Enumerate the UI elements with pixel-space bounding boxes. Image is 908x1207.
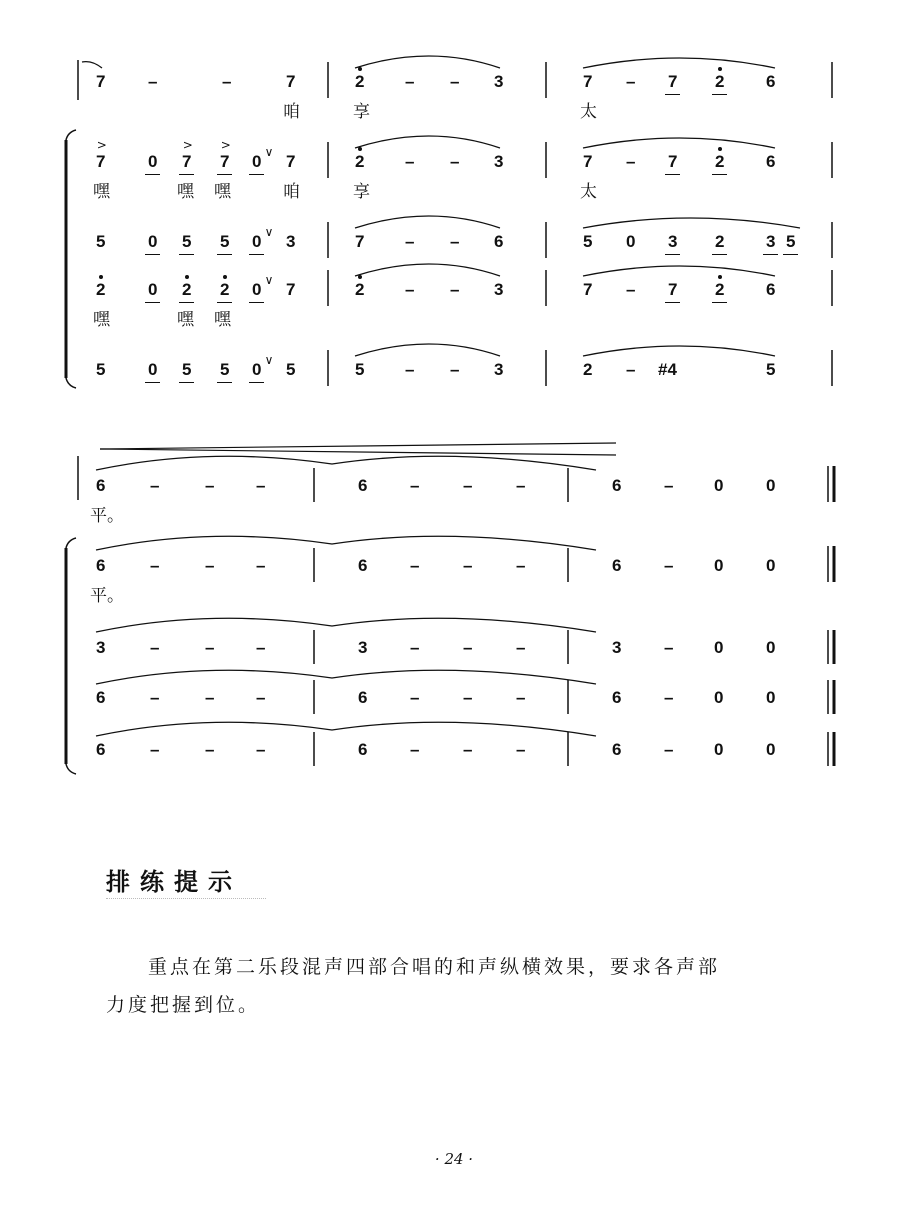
dash: – xyxy=(150,688,160,707)
note: 7 xyxy=(286,280,296,299)
note: 0 xyxy=(766,740,776,759)
note xyxy=(252,273,274,300)
note: 6 xyxy=(358,688,368,707)
note-text: 7 xyxy=(96,152,106,171)
page-number: · 24 · xyxy=(434,1150,474,1168)
note-text: 2 xyxy=(715,72,725,91)
note: 5 xyxy=(583,232,593,251)
dash: – xyxy=(516,740,526,759)
dash: – xyxy=(410,740,420,759)
note: 2 xyxy=(583,360,593,379)
note: 6 xyxy=(358,740,368,759)
note: 6 xyxy=(612,556,622,575)
note xyxy=(182,138,193,172)
accent-mark: > xyxy=(182,138,193,152)
dash: – xyxy=(450,280,460,299)
dash: – xyxy=(256,688,266,707)
note: 7 xyxy=(286,72,296,91)
dash: – xyxy=(410,556,420,575)
dash: – xyxy=(463,638,473,657)
note xyxy=(96,138,107,172)
note: 7 xyxy=(668,280,678,299)
note-text: 0 xyxy=(252,152,262,171)
dash: – xyxy=(664,740,674,759)
note: 6 xyxy=(612,688,622,707)
note: 0 xyxy=(714,476,724,495)
note: 5 xyxy=(286,360,296,379)
lyric: 嘿 xyxy=(93,182,110,202)
note: 0 xyxy=(714,638,724,657)
dash: – xyxy=(405,280,415,299)
note: 0 xyxy=(148,280,158,299)
note: 0 xyxy=(714,556,724,575)
note-text: 7 xyxy=(220,152,230,171)
note: 0 xyxy=(148,360,158,379)
note: 5 xyxy=(96,360,106,379)
heading-decoration xyxy=(106,898,266,905)
note xyxy=(182,280,191,300)
note: 5 xyxy=(766,360,776,379)
lyric: 享 xyxy=(353,102,370,122)
note xyxy=(715,280,724,300)
lyric: 咱 xyxy=(283,182,300,202)
dash: – xyxy=(626,360,636,379)
breath-mark: ∨ xyxy=(264,353,274,367)
dash: – xyxy=(664,556,674,575)
note: 7 xyxy=(583,152,593,171)
note: 6 xyxy=(96,688,106,707)
dash: – xyxy=(626,72,636,91)
rehearsal-heading: 排练提示 xyxy=(106,868,242,896)
note: 7 xyxy=(668,152,678,171)
note: 5 xyxy=(182,232,192,251)
note: 7 xyxy=(96,72,106,91)
dash: – xyxy=(450,152,460,171)
dash: – xyxy=(516,638,526,657)
accent-mark: > xyxy=(220,138,231,152)
note: 0 xyxy=(714,740,724,759)
note xyxy=(252,225,274,252)
note xyxy=(220,280,229,300)
note: 7 xyxy=(583,72,593,91)
note: 5 xyxy=(182,360,192,379)
note: 0 xyxy=(766,476,776,495)
note: 6 xyxy=(96,476,106,495)
note-text: 2 xyxy=(182,280,192,299)
note: 3 xyxy=(766,232,776,251)
note xyxy=(252,145,274,172)
dash: – xyxy=(150,476,160,495)
note xyxy=(355,152,364,172)
lyric: 咱 xyxy=(283,102,300,122)
dash: – xyxy=(222,72,232,91)
note xyxy=(96,280,105,300)
dash: – xyxy=(410,688,420,707)
note: 6 xyxy=(766,72,776,91)
note-text: 2 xyxy=(220,280,230,299)
note: 6 xyxy=(766,280,776,299)
note xyxy=(220,138,231,172)
lyric: 嘿 xyxy=(177,182,194,202)
dash: – xyxy=(463,556,473,575)
note xyxy=(252,353,274,380)
note-text: 2 xyxy=(355,72,365,91)
note xyxy=(715,152,724,172)
note: 6 xyxy=(494,232,504,251)
dash: – xyxy=(205,740,215,759)
note-text: 2 xyxy=(355,152,365,171)
note: 6 xyxy=(612,476,622,495)
dash: – xyxy=(405,360,415,379)
dash: – xyxy=(450,232,460,251)
dash: – xyxy=(256,476,266,495)
note: 3 xyxy=(494,280,504,299)
lyric: 太 xyxy=(580,102,597,122)
dash: – xyxy=(516,688,526,707)
note: 5 xyxy=(220,360,230,379)
note: 6 xyxy=(612,740,622,759)
note: #4 xyxy=(658,360,677,379)
note: 3 xyxy=(668,232,678,251)
note: 2 xyxy=(715,232,725,251)
note: 0 xyxy=(148,232,158,251)
dash: – xyxy=(150,556,160,575)
dash: – xyxy=(463,740,473,759)
dash: – xyxy=(516,556,526,575)
note: 0 xyxy=(714,688,724,707)
note: 7 xyxy=(668,72,678,91)
lyric: 嘿 xyxy=(214,182,231,202)
note: 6 xyxy=(358,556,368,575)
note xyxy=(355,280,364,300)
dash: – xyxy=(516,476,526,495)
dash: – xyxy=(150,638,160,657)
note: 5 xyxy=(220,232,230,251)
dash: – xyxy=(205,556,215,575)
dash: – xyxy=(405,232,415,251)
breath-mark: ∨ xyxy=(264,225,274,239)
dash: – xyxy=(405,72,415,91)
note: 0 xyxy=(148,152,158,171)
dash: – xyxy=(256,556,266,575)
note: 3 xyxy=(494,72,504,91)
note: 3 xyxy=(612,638,622,657)
note: 3 xyxy=(96,638,106,657)
note: 7 xyxy=(286,152,296,171)
dash: – xyxy=(463,688,473,707)
dash: – xyxy=(410,476,420,495)
note: 5 xyxy=(96,232,106,251)
note-text: 2 xyxy=(96,280,106,299)
lyric: 嘿 xyxy=(177,310,194,330)
dash: – xyxy=(205,638,215,657)
note: 6 xyxy=(96,740,106,759)
note: 7 xyxy=(583,280,593,299)
note: 0 xyxy=(766,688,776,707)
dash: – xyxy=(626,152,636,171)
note: 3 xyxy=(494,360,504,379)
lyric: 享 xyxy=(353,182,370,202)
note: 3 xyxy=(494,152,504,171)
breath-mark: ∨ xyxy=(264,145,274,159)
dash: – xyxy=(626,280,636,299)
dash: – xyxy=(405,152,415,171)
dash: – xyxy=(664,688,674,707)
breath-mark: ∨ xyxy=(264,273,274,287)
lyric: 平。 xyxy=(90,586,124,606)
dash: – xyxy=(205,476,215,495)
dash: – xyxy=(450,360,460,379)
note: 3 xyxy=(286,232,296,251)
dash: – xyxy=(256,638,266,657)
lyric: 嘿 xyxy=(214,310,231,330)
note xyxy=(715,72,724,92)
note: 0 xyxy=(766,638,776,657)
dash: – xyxy=(664,638,674,657)
lyric: 太 xyxy=(580,182,597,202)
dash: – xyxy=(256,740,266,759)
accent-mark: > xyxy=(96,138,107,152)
note: 3 xyxy=(358,638,368,657)
note: 5 xyxy=(355,360,365,379)
dash: – xyxy=(463,476,473,495)
note-text: 0 xyxy=(252,280,262,299)
note: 5 xyxy=(786,232,796,251)
note: 6 xyxy=(96,556,106,575)
lyric: 嘿 xyxy=(93,310,110,330)
note xyxy=(355,72,364,92)
note-text: 2 xyxy=(355,280,365,299)
note: 6 xyxy=(358,476,368,495)
note-text: 7 xyxy=(182,152,192,171)
note: 0 xyxy=(626,232,636,251)
note-text: 2 xyxy=(715,152,725,171)
dash: – xyxy=(205,688,215,707)
note: 7 xyxy=(355,232,365,251)
dash: – xyxy=(148,72,158,91)
note-text: 2 xyxy=(715,280,725,299)
note-text: 0 xyxy=(252,360,262,379)
dash: – xyxy=(150,740,160,759)
dash: – xyxy=(664,476,674,495)
note-text: 0 xyxy=(252,232,262,251)
dash: – xyxy=(410,638,420,657)
note: 6 xyxy=(766,152,776,171)
lyric: 平。 xyxy=(90,506,124,526)
rehearsal-body: 重点在第二乐段混声四部合唱的和声纵横效果，要求各声部力度把握到位。 xyxy=(106,956,721,1016)
note: 0 xyxy=(766,556,776,575)
dash: – xyxy=(450,72,460,91)
